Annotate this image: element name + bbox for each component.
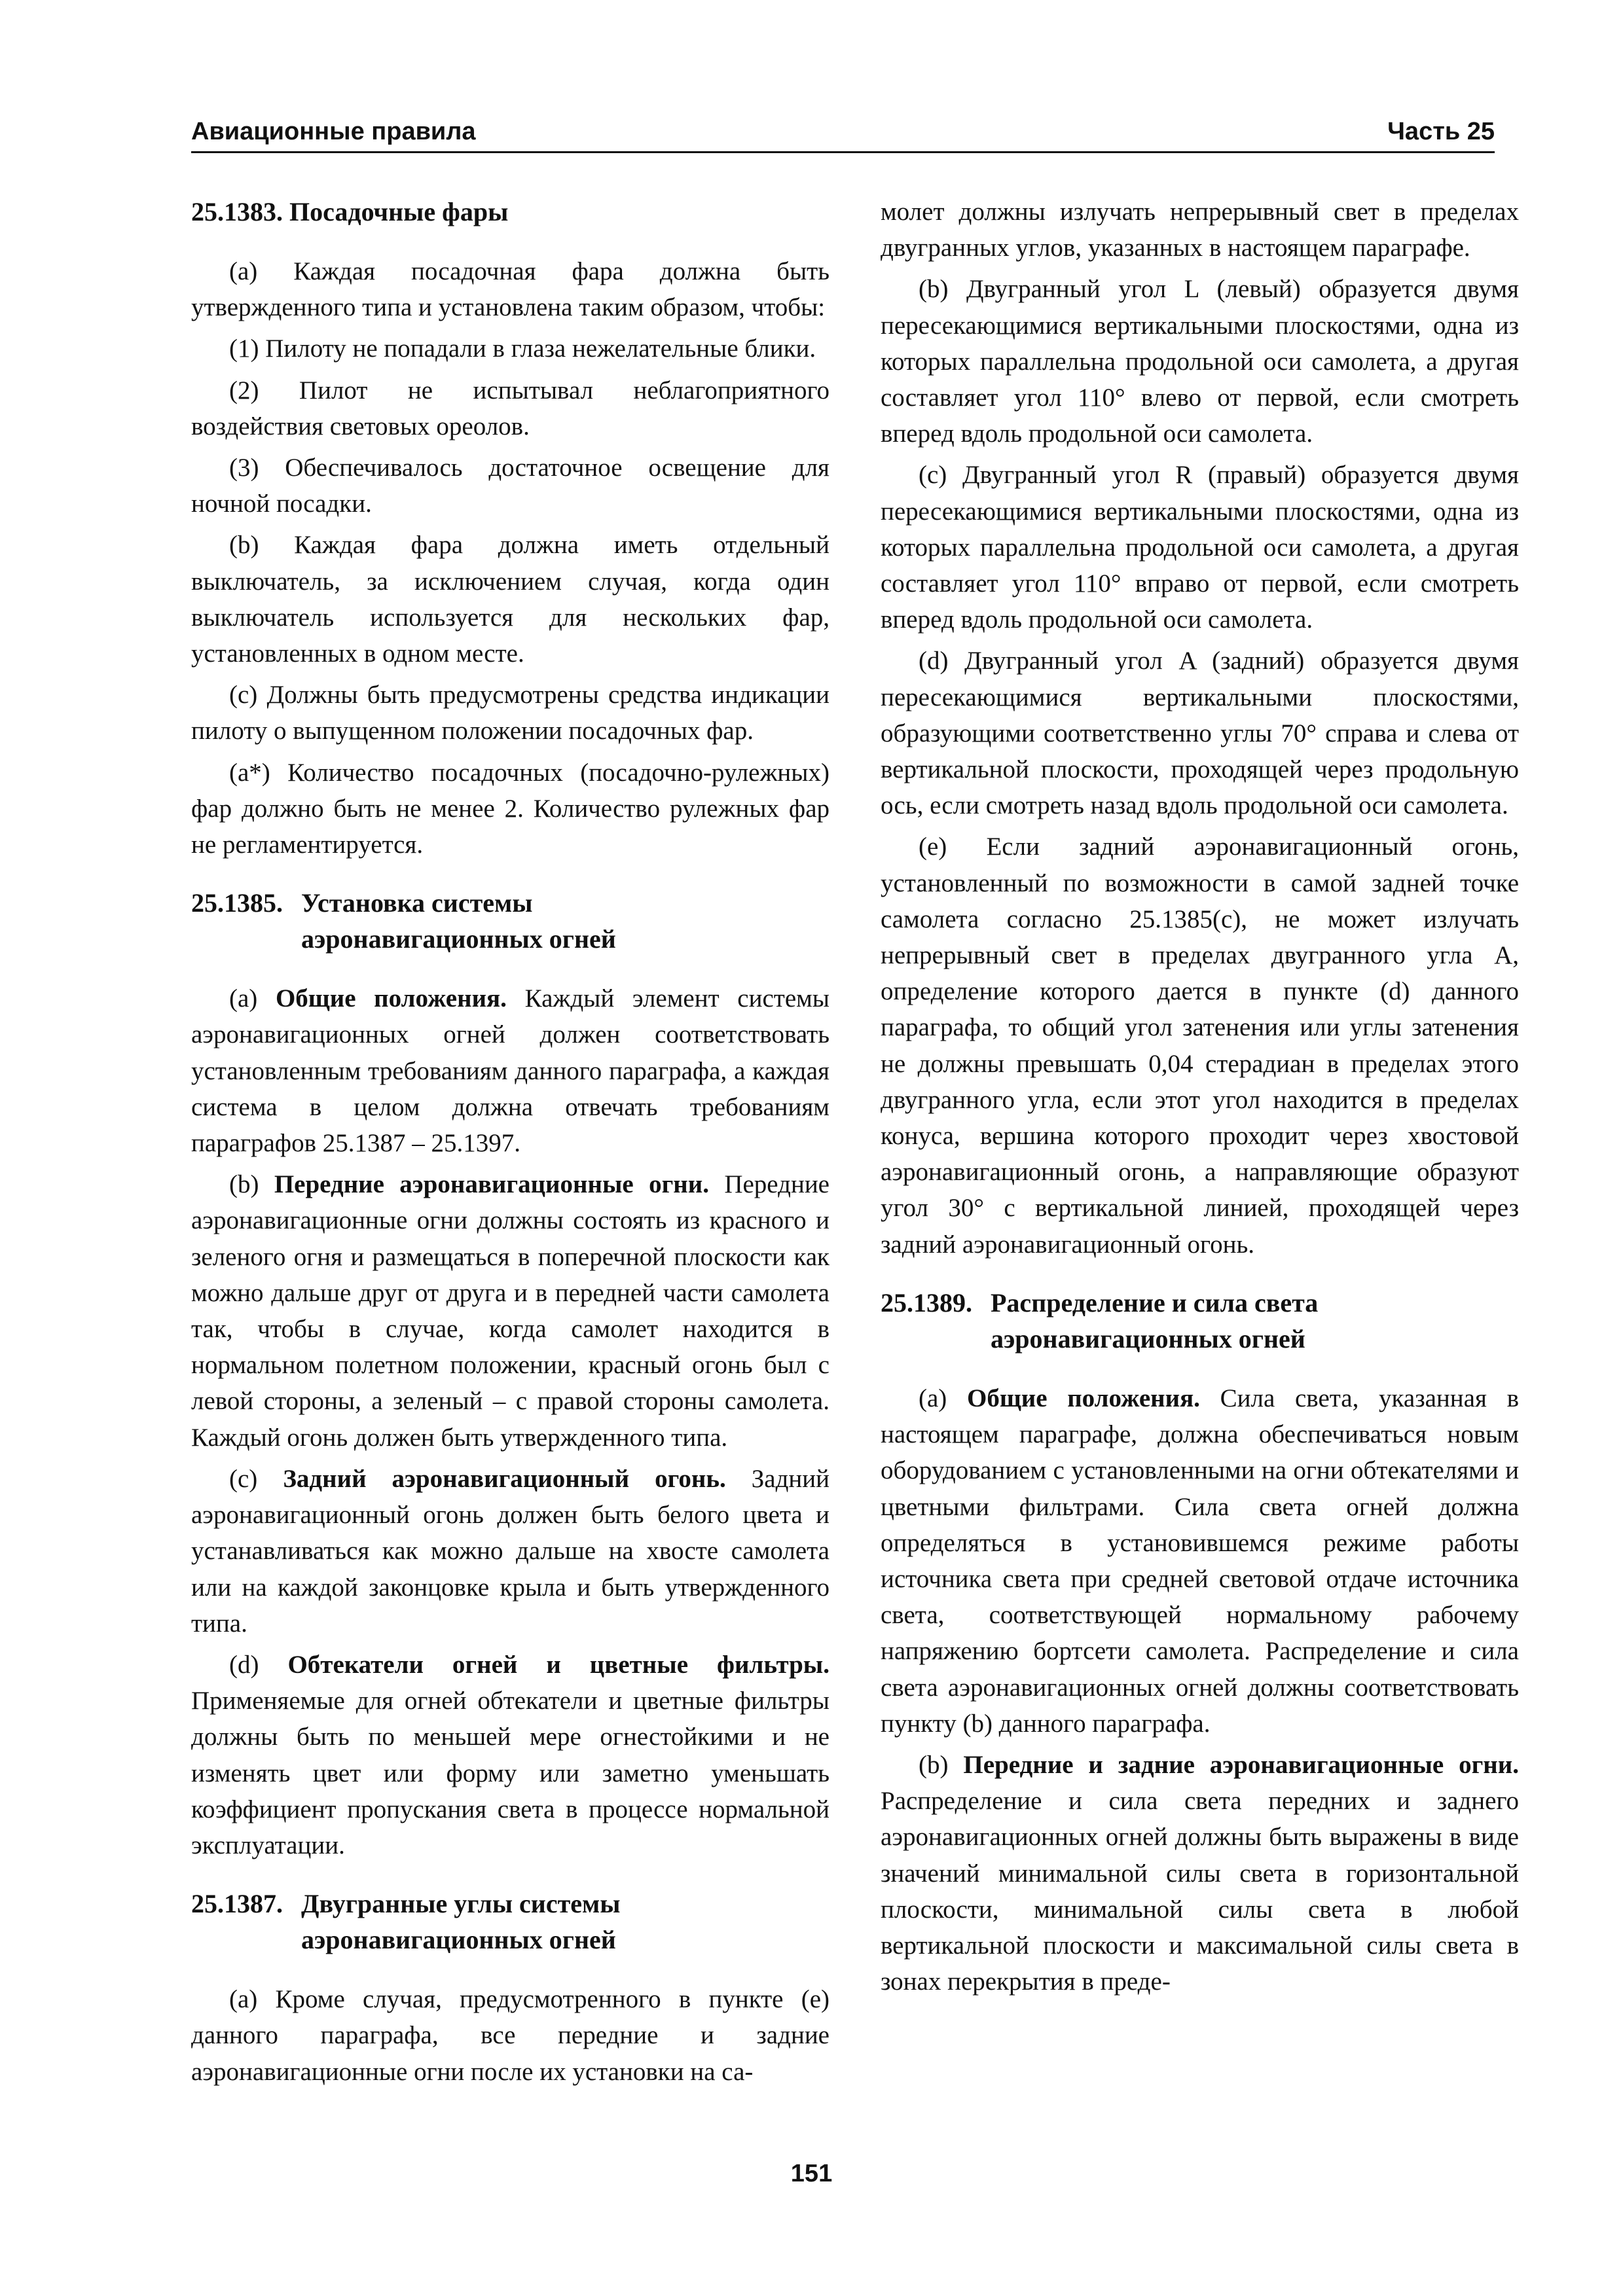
section-title-line1: Распределение и сила света	[991, 1287, 1319, 1318]
section-number: 25.1389.	[881, 1287, 972, 1318]
right-column	[881, 194, 1519, 2005]
section-number: 25.1385.	[191, 888, 283, 918]
paragraph: (2) Пилот не испытывал неблагоприятного воздействия световых ореолов.	[191, 376, 830, 440]
header-title: Авиационные правила	[191, 118, 476, 145]
paragraph-lead: Обтекатели огней и цветные фильтры.	[287, 1650, 830, 1679]
section-title-line2: аэронавигационных огней	[301, 1925, 616, 1955]
paragraph: (b) Двугранный угол L (левый) образуется двумя пересекающимися вертикальными плоскостями, одна из которых параллельна продольной оси самолета, а другая составляет угол 110° влево от первой, если смотреть вперед вдоль продольной оси самолета.	[881, 275, 1519, 448]
paragraph: (d) Обтекатели огней и цветные фильтры. Применяемые для огней обтекатели и цветные фильтры должны быть по меньшей мере огнестойкими и не изменять цвет или форму или заметно уменьшать коэффициент пропускания света в процессе нормальной эксплуатации.	[191, 1650, 830, 1859]
section-number: 25.1387.	[191, 1889, 283, 1919]
paragraph: (1) Пилоту не попадали в глаза нежелательные блики.	[229, 334, 816, 363]
paragraph: (c) Двугранный угол R (правый) образуется двумя пересекающимися вертикальными плоскостями, одна из которых параллельна продольной оси самолета, а другая составляет угол 110° вправо от первой, если смотреть вперед вдоль продольной оси самолета.	[881, 461, 1519, 634]
section-title-line1: Двугранные углы системы	[301, 1889, 621, 1919]
paragraph: (a) Общие положения. Сила света, указанная в настоящем параграфе, должна обеспечиваться новым оборудованием с установленными на огни обтекателями и цветными фильтрами. Сила света огней должна определяться в установившемся режиме работы источника света при средней световой отдаче источника света, соответствующей нормальному рабочему напряжению бортсети самолета. Распределение и сила света аэронавигационных огней должны соответствовать пункту (b) данного параграфа.	[881, 1384, 1519, 1738]
section-title-line2: аэронавигационных огней	[301, 924, 616, 954]
paragraph: (a) Кроме случая, предусмотренного в пункте (e) данного параграфа, все передние и задние аэронавигационные огни после их установки на са-	[191, 1985, 830, 2086]
section-heading-25-1385	[191, 885, 830, 957]
section-title-line2: аэронавигационных огней	[991, 1323, 1305, 1354]
paragraph: (a) Общие положения. Каждый элемент системы аэронавигационных огней должен соответствовать установленным требованиям данного параграфа, а каждая система в целом должна отвечать требованиям параграфов 25.1387 – 25.1397.	[191, 984, 830, 1158]
paragraph-lead: Задний аэронавигационный огонь.	[283, 1464, 726, 1493]
page-number: 151	[790, 2160, 833, 2187]
paragraph-lead: Общие положения.	[275, 984, 507, 1013]
paragraph: (3) Обеспечивалось достаточное освещение для ночной посадки.	[191, 454, 830, 518]
section-heading-25-1389	[881, 1285, 1519, 1357]
paragraph-lead: Передние и задние аэронавигационные огни.	[963, 1750, 1519, 1779]
paragraph: (e) Если задний аэронавигационный огонь, установленный по возможности в самой задней точке самолета согласно 25.1385(c), не может излучать непрерывный свет в пределах двугранного угла A, определение которого дается в пункте (d) данного параграфа, то общий угол затенения или углы затенения не должны превышать 0,04 стерадиан в пределах этого двугранного угла, если этот угол находится в пределах конуса, вершина которого проходит через хвостовой аэронавигационный огонь, а направляющие образуют угол 30° с вертикальной линией, проходящей через задний аэронавигационный огонь.	[881, 833, 1519, 1259]
header-part: Часть 25	[1387, 118, 1495, 145]
running-header	[191, 113, 1495, 153]
paragraph: (b) Передние аэронавигационные огни. Передние аэронавигационные огни должны состоять из красного и зеленого огня и размещаться в поперечной плоскости как можно дальше друг от друга и в передней части самолета так, чтобы в случае, когда самолет находится в нормальном полетном положении, красный огонь был с левой стороны, а зеленый – с правой стороны самолета. Каждый огонь должен быть утвержденного типа.	[191, 1170, 830, 1452]
paragraph: (c) Задний аэронавигационный огонь. Задний аэронавигационный огонь должен быть белого цвета и устанавливаться как можно дальше на хвосте самолета или на каждой законцовке крыла и быть утвержденного типа.	[191, 1464, 830, 1638]
paragraph: (a*) Количество посадочных (посадочно-рулежных) фар должно быть не менее 2. Количество рулежных фар не регламентируется.	[191, 758, 830, 859]
paragraph-lead: Передние аэронавигационные огни.	[274, 1170, 709, 1199]
paragraph-continued: молет должны излучать непрерывный свет в пределах двугранных углов, указанных в настоящем параграфе.	[881, 198, 1519, 262]
section-title-line1: Установка системы	[301, 888, 533, 918]
paragraph: (c) Должны быть предусмотрены средства индикации пилоту о выпущенном положении посадочных фар.	[191, 681, 830, 745]
left-column	[191, 194, 830, 2095]
paragraph: (b) Каждая фара должна иметь отдельный выключатель, за исключением случая, когда один выключатель используется для нескольких фар, установленных в одном месте.	[191, 531, 830, 668]
section-heading-25-1383: 25.1383. Посадочные фары	[191, 197, 509, 226]
paragraph: (b) Передние и задние аэронавигационные огни. Распределение и сила света передних и заднего аэронавигационных огней должны быть выражены в виде значений минимальной силы света в горизонтальной плоскости, минимальной силы света в любой вертикальной плоскости и максимальной силы света в зонах перекрытия в преде-	[881, 1750, 1519, 1996]
section-heading-25-1387	[191, 1886, 830, 1958]
paragraph: (a) Каждая посадочная фара должна быть утвержденного типа и установлена таким образом, чтобы:	[191, 257, 830, 322]
paragraph: (d) Двугранный угол A (задний) образуется двумя пересекающимися вертикальными плоскостями, образующими соответственно углы 70° справа и слева от вертикальной плоскости, проходящей через продольную ось, если смотреть назад вдоль продольной оси самолета.	[881, 647, 1519, 820]
paragraph-lead: Общие положения.	[966, 1384, 1200, 1412]
